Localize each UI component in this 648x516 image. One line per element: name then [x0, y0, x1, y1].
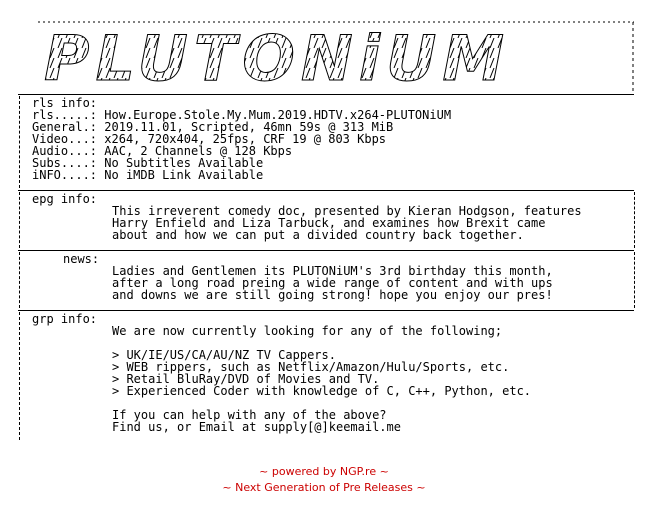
- rls-key: rls.....:: [32, 108, 98, 122]
- footer-powered-by: ~ powered by NGP.re ~: [259, 465, 389, 478]
- epg-header: epg info:: [32, 192, 98, 206]
- news-header: news:: [63, 252, 100, 266]
- news-line: and downs we are still going strong! hope you enjoy our pres!: [112, 288, 553, 302]
- left-border: [19, 312, 20, 440]
- grp-header: grp info:: [32, 312, 98, 326]
- rls-key: Video...:: [32, 132, 98, 146]
- rls-value: AAC, 2 Channels @ 128 Kbps: [104, 144, 293, 158]
- divider: [18, 310, 634, 311]
- epg-line: Harry Enfield and Liza Tarbuck, and examines how Brexit came: [112, 216, 546, 230]
- rls-header: rls info:: [32, 96, 98, 110]
- divider: [18, 250, 634, 251]
- news-line: after a long road preing a wide range of content and with ups: [112, 276, 553, 290]
- grp-item: > Experienced Coder with knowledge of C, C++, Python, etc.: [112, 384, 532, 398]
- epg-line: about and how we can put a divided country back together.: [112, 228, 524, 242]
- divider: [18, 94, 634, 95]
- rls-key: Audio...:: [32, 144, 98, 158]
- rls-value: 2019.11.01, Scripted, 46mn 59s @ 313 MiB: [104, 120, 394, 134]
- right-border: [634, 252, 635, 308]
- left-border: [19, 96, 20, 188]
- left-border: [19, 192, 20, 248]
- epg-line: This irreverent comedy doc, presented by Kieran Hodgson, features: [112, 204, 582, 218]
- grp-item: > UK/IE/US/CA/AU/NZ TV Cappers.: [112, 348, 336, 362]
- grp-intro: We are now currently looking for any of the following;: [112, 324, 503, 338]
- rls-row: [32, 169, 451, 181]
- rls-value: x264, 720x404, 25fps, CRF 19 @ 803 Kbps: [104, 132, 387, 146]
- grp-item: > WEB rippers, such as Netflix/Amazon/Hulu/Sports, etc.: [112, 360, 510, 374]
- rls-value: How.Europe.Stole.My.Mum.2019.HDTV.x264-PLUTONiUM: [104, 108, 452, 122]
- plutonium-logo: [16, 18, 636, 94]
- divider: [18, 190, 634, 191]
- grp-item: > Retail BluRay/DVD of Movies and TV.: [112, 372, 380, 386]
- grp-outro: If you can help with any of the above?: [112, 408, 387, 422]
- grp-outro: Find us, or Email at supply[@]keemail.me: [112, 420, 401, 434]
- right-border: [634, 192, 635, 248]
- rls-table: [32, 109, 451, 181]
- rls-key: iNFO....:: [32, 168, 98, 182]
- rls-value: No iMDB Link Available: [104, 168, 264, 182]
- footer-tagline: ~ Next Generation of Pre Releases ~: [222, 481, 426, 494]
- logo-text: PLUTONiUM: [44, 22, 511, 94]
- news-line: Ladies and Gentlemen its PLUTONiUM's 3rd birthday this month,: [112, 264, 553, 278]
- left-border: [19, 252, 20, 308]
- rls-key: General.:: [32, 120, 98, 134]
- rls-key: Subs....:: [32, 156, 98, 170]
- rls-value: No Subtitles Available: [104, 156, 264, 170]
